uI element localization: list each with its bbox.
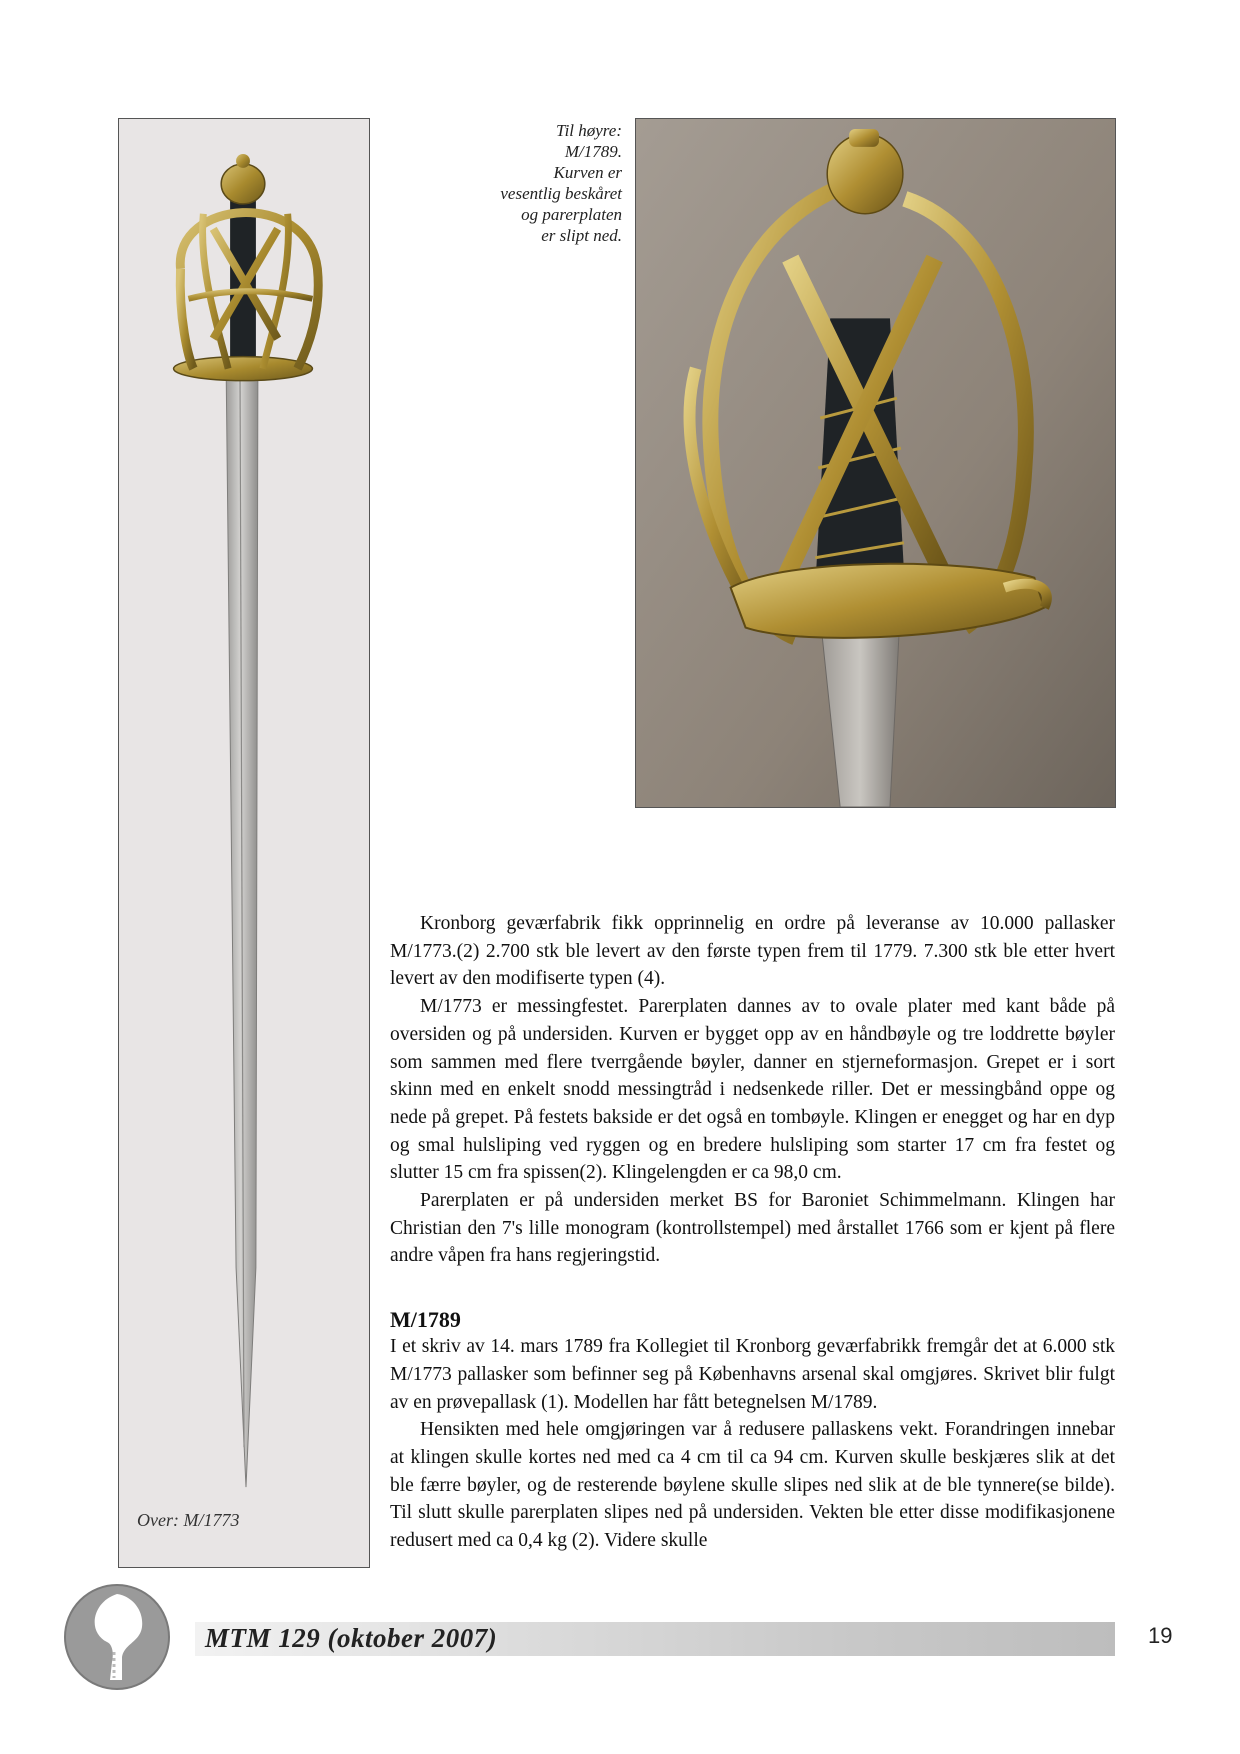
caption-line: vesentlig beskåret [500,184,622,203]
footer-title: MTM 129 (oktober 2007) [205,1623,498,1653]
caption-m1773: Over: M/1773 [137,1510,240,1530]
caption-line: M/1789. [564,142,622,161]
sword-m1773-illustration [119,119,369,1567]
paragraph: I et skriv av 14. mars 1789 fra Kollegiet til Kronborg geværfabrikk fremgår det at 6.000 stk M/1773 pallasker som befinner seg på Københavns arsenal skal omgjøres. Skrivet blir fulgt av en prøvepallask (1). Modellen har fått betegnelsen M/1789. [390,1336,1115,1413]
article-body [390,910,1115,1555]
paragraph: Parerplaten er på undersiden merket BS for Baroniet Schimmelmann. Klingen har Christian den 7's lille monogram (kontrollstempel) med årstallet 1766 som er kjent på flere andre våpen fra hans regjeringstid. [390,1190,1115,1267]
photo-m1773 [118,118,370,1568]
magazine-logo-icon [62,1582,172,1692]
caption-m1789 [410,120,622,246]
paragraph: Kronborg geværfabrik fikk opprinnelig en ordre på leveranse av 10.000 pallasker M/1773.(2) 2.700 stk ble levert av den første typen frem til 1779. 7.300 stk ble etter hvert levert av den modifiserte typen (4). [390,913,1115,990]
hilt-m1789-illustration [636,119,1115,807]
section-heading: M/1789 [390,1307,461,1333]
caption-line: og parerplaten [521,205,622,224]
page-number: 19 [1148,1623,1173,1648]
photo-m1789-hilt [635,118,1116,808]
paragraph: M/1773 er messingfestet. Parerplaten dannes av to ovale plater med kant både på oversiden og på undersiden. Kurven er bygget opp av en håndbøyle og tre loddrette bøyler som sammen med flere tverrgående bøyler, danner en stjerneformasjon. Grepet er i sort skinn med en enkelt snodd messingtråd i nedsenkede riller. Det er messingbånd oppe og nede på grepet. På festets bakside er det også en tombøyle. Klingen er enegget og har en dyp og smal hulsliping ved ryggen og en bredere hulsliping som starter 17 cm fra festet og slutter 15 cm fra spissen(2). Klingelengden er ca 98,0 cm. [390,996,1115,1184]
caption-line: Til høyre: [556,121,622,140]
caption-line: Kurven er [553,163,622,182]
paragraph: Hensikten med hele omgjøringen var å redusere pallaskens vekt. Forandringen innebar at klingen skulle kortes ned med ca 4 cm til ca 94 cm. Kurven skulle beskjæres slik at det ble færre bøyler, og de resterende bøylene skulle slipes ned slik at de ble tynnere(se bilde). Til slutt skulle parerplaten slipes ned på undersiden. Vekten ble etter disse modifikasjonene redusert med ca 0,4 kg (2). Videre skulle [390,1419,1115,1552]
caption-line: er slipt ned. [541,226,622,245]
